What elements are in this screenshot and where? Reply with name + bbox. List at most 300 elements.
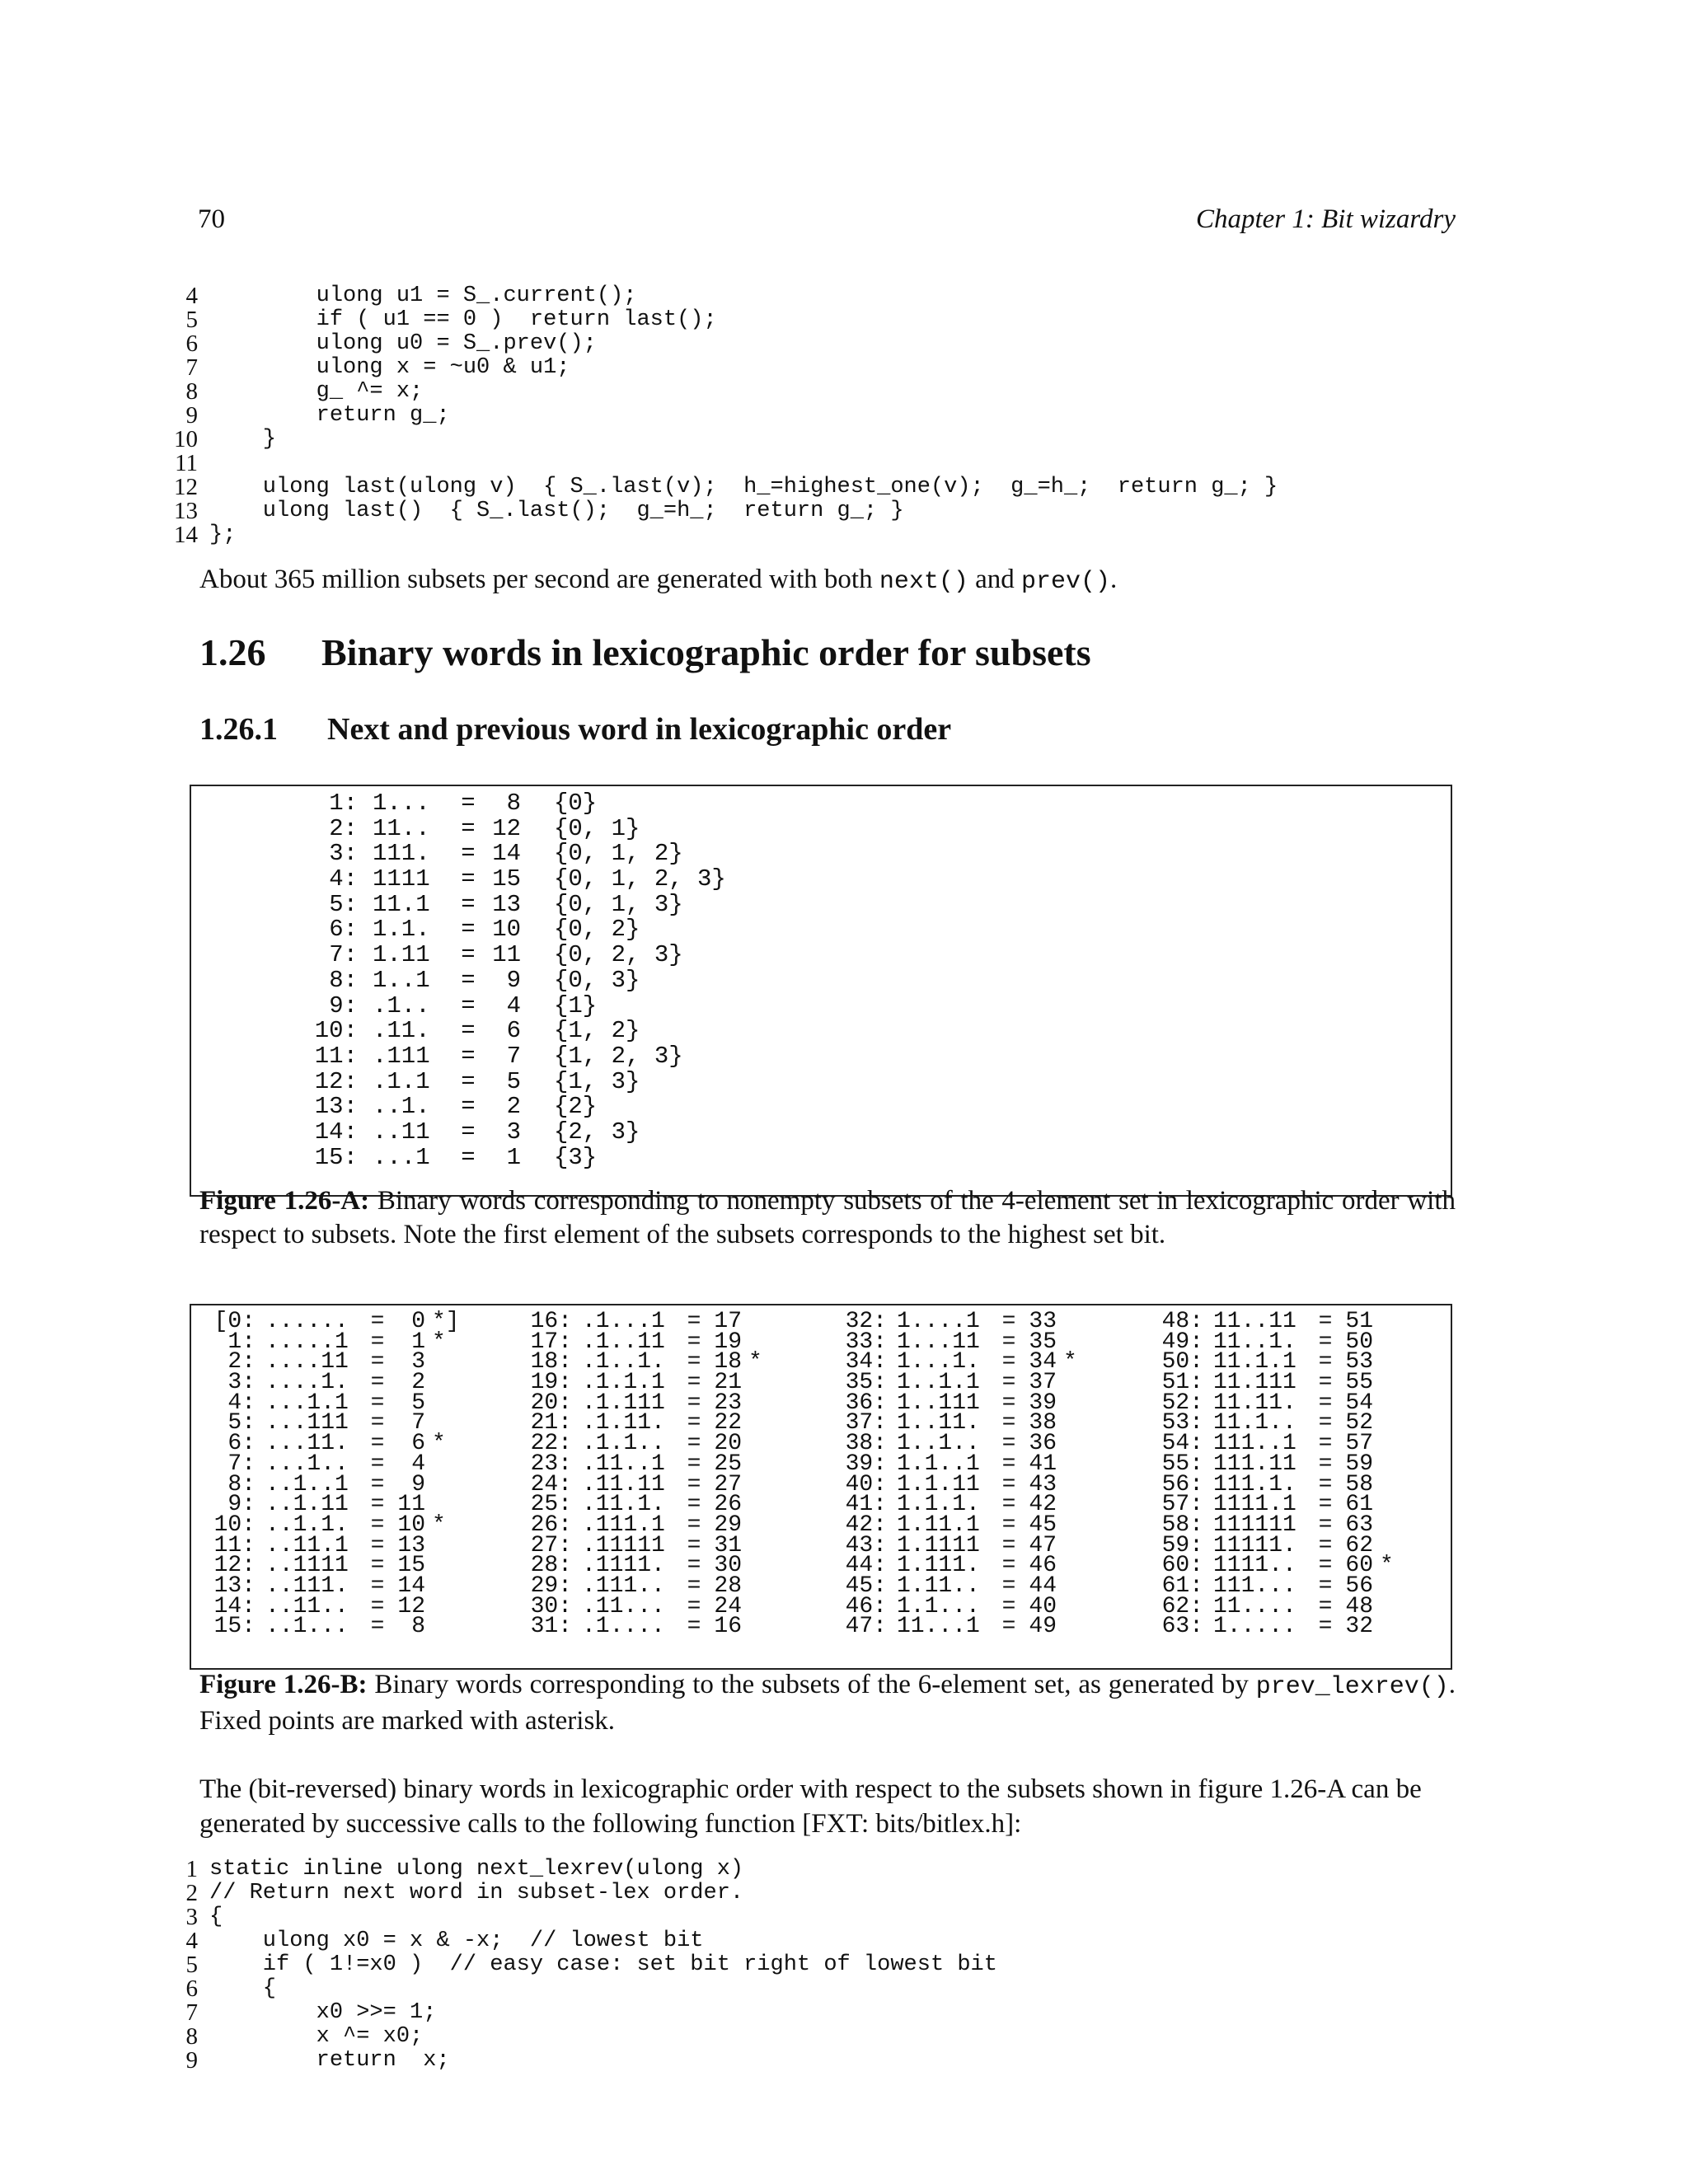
equals-sign: = [461,814,476,842]
binary-word: 1..111 [897,1390,980,1416]
binary-word: .1..11 [582,1329,665,1355]
line-number: 10 [174,426,198,452]
equals-sign: = [687,1329,701,1355]
row-index: 2: [329,814,358,842]
decimal-value: 4 [411,1451,425,1477]
decimal-value: 28 [714,1572,742,1599]
decimal-value: 63 [1345,1511,1373,1538]
row-index: 7: [329,941,358,969]
section-heading [199,630,1091,674]
equals-sign: = [461,966,476,994]
code-text: if ( u1 == 0 ) return last(); [209,307,717,332]
running-head: Chapter 1: Bit wizardry [1195,204,1456,234]
fixed-point-marker [425,1394,457,1414]
equals-sign: = [687,1532,701,1558]
row-index: 19: [530,1370,572,1396]
row-index: 53: [1161,1410,1203,1436]
fixed-point-marker [1373,1597,1404,1618]
line-number: 9 [185,402,198,429]
binary-word: 111... [1213,1572,1296,1599]
binary-word: 11..11 [1213,1309,1296,1334]
binary-word: .1.1 [373,1067,430,1095]
equals-sign: = [1001,1614,1016,1640]
row-index: 58: [1161,1511,1203,1538]
figure-b-label: Figure 1.26-B: [199,1670,368,1699]
row-index: 15: [314,1143,358,1171]
code-text: return g_; [209,403,450,428]
equals-sign: = [687,1471,701,1497]
row-index: 42: [845,1511,887,1538]
fixed-point-marker [742,1394,773,1414]
binary-word: 1.111. [897,1553,980,1579]
equals-sign: = [461,1067,476,1095]
equals-sign: = [1001,1553,1016,1579]
binary-word: 11.111 [1213,1370,1296,1396]
subset: {1, 2, 3} [554,1042,683,1070]
row-index: 15: [213,1614,256,1640]
binary-word: ..111. [265,1572,349,1599]
binary-word: ..1.11 [265,1492,349,1518]
decimal-value: 27 [714,1471,742,1497]
fixed-point-marker [1057,1536,1088,1557]
fixed-point-marker [1373,1312,1404,1333]
binary-word: .11. [373,1017,430,1045]
equals-sign: = [370,1329,385,1355]
row-index: 55: [1161,1451,1203,1477]
row-index: 13: [314,1093,358,1121]
binary-word: 1111 [373,865,430,893]
decimal-value: 17 [714,1309,742,1334]
binary-word: ..11 [373,1118,430,1146]
line-number: 14 [174,522,198,548]
equals-sign: = [687,1572,701,1599]
fixed-point-marker [1373,1352,1404,1373]
row-index: 28: [530,1553,572,1579]
fixed-point-marker [425,1475,457,1496]
equals-sign: = [1001,1390,1016,1416]
binary-word: .11.11 [582,1471,665,1497]
fixed-point-marker: * [1380,1553,1394,1579]
decimal-value: 40 [1029,1593,1057,1619]
figure-b-caption: Figure 1.26-B: Binary words corresponding to the subsets of the 6-element set, as generated by prev_lexrev(). Fixed points are marked with asterisk. [199,1670,1456,1736]
fixed-point-marker [425,1577,457,1597]
decimal-value: 62 [1345,1532,1373,1558]
row-index: 1: [227,1329,256,1355]
row-index: 3: [329,840,358,868]
equals-sign: = [1318,1329,1333,1355]
fixed-point-marker: *] [432,1309,460,1334]
subset: {0, 1, 2} [554,840,683,868]
row-index: 18: [530,1349,572,1376]
subsection-number: 1.26.1 [199,712,278,747]
decimal-value: 39 [1029,1390,1057,1416]
decimal-value: 6 [506,1017,521,1045]
row-index: 31: [530,1614,572,1640]
decimal-value: 8 [411,1614,425,1640]
binary-word: 1..1.1 [897,1370,980,1396]
code-line [165,1953,997,1977]
decimal-value: 14 [397,1572,425,1599]
binary-word: 1.1... [897,1593,980,1619]
row-index: 56: [1161,1471,1203,1497]
subset: {1, 2} [554,1017,640,1045]
table-row [308,814,726,842]
binary-word: .1.11. [582,1410,665,1436]
row-index: 59: [1161,1532,1203,1558]
row-index: 22: [530,1431,572,1457]
fixed-point-marker [425,1455,457,1475]
binary-word: 1..... [1213,1614,1296,1640]
decimal-value: 20 [714,1431,742,1457]
binary-word: 1..11. [897,1410,980,1436]
code-line [165,284,1278,308]
code-text: { [209,1905,223,1929]
equals-sign: = [1318,1593,1333,1619]
row-index: 35: [845,1370,887,1396]
subset: {2, 3} [554,1118,640,1146]
fixed-point-marker [1057,1617,1088,1638]
fixed-point-marker [742,1413,773,1434]
line-number: 13 [174,498,198,524]
decimal-value: 23 [714,1390,742,1416]
binary-word: 11..1. [1213,1329,1296,1355]
fixed-point-marker [742,1434,773,1455]
binary-word: ...... [265,1309,349,1334]
row-index: 12: [314,1067,358,1095]
code-line [165,380,1278,404]
equals-sign: = [687,1593,701,1619]
row-index: 12: [213,1553,256,1579]
equals-sign: = [1318,1532,1333,1558]
binary-word: ..11.. [265,1593,349,1619]
equals-sign: = [461,865,476,893]
fixed-point-marker [1057,1495,1088,1516]
line-number: 7 [185,354,198,381]
equals-sign: = [687,1553,701,1579]
row-index: 5: [227,1410,256,1436]
decimal-value: 12 [492,814,521,842]
equals-sign: = [1318,1309,1333,1334]
row-index: 14: [314,1118,358,1146]
binary-word: .11..1 [582,1451,665,1477]
section-number: 1.26 [199,631,266,673]
code-line [165,499,1278,523]
equals-sign: = [1001,1451,1016,1477]
figure-b-col-4 [1159,1309,1404,1640]
fixed-point-marker [1373,1475,1404,1496]
binary-word: .1...1 [582,1309,665,1334]
row-index: 57: [1161,1492,1203,1518]
row-index: 63: [1161,1614,1203,1640]
code-line [165,308,1278,332]
decimal-value: 36 [1029,1431,1057,1457]
row-index: 14: [213,1593,256,1619]
equals-sign: = [461,1143,476,1171]
decimal-value: 1 [506,1143,521,1171]
row-index: 36: [845,1390,887,1416]
decimal-value: 15 [397,1553,425,1579]
equals-sign: = [370,1614,385,1640]
decimal-value: 5 [411,1390,425,1416]
row-index: 60: [1161,1553,1203,1579]
row-index: 5: [329,890,358,918]
binary-word: 11.... [1213,1593,1296,1619]
equals-sign: = [370,1532,385,1558]
row-index: 49: [1161,1329,1203,1355]
fixed-point-marker [742,1597,773,1618]
decimal-value: 43 [1029,1471,1057,1497]
decimal-value: 48 [1345,1593,1373,1619]
code-line [165,428,1278,452]
binary-word: .111 [373,1042,430,1070]
decimal-value: 4 [506,991,521,1019]
equals-sign: = [370,1451,385,1477]
binary-word: 1..1 [373,966,430,994]
row-index: 61: [1161,1572,1203,1599]
binary-word: .1.. [373,991,430,1019]
decimal-value: 3 [411,1349,425,1376]
fixed-point-marker: * [1063,1349,1077,1376]
line-number: 4 [185,283,198,309]
decimal-value: 29 [714,1511,742,1538]
decimal-value: 58 [1345,1471,1373,1497]
fixed-point-marker [742,1516,773,1536]
fixed-point-marker [1373,1413,1404,1434]
equals-sign: = [1318,1410,1333,1436]
equals-sign: = [1001,1370,1016,1396]
decimal-value: 14 [492,840,521,868]
code-line [165,332,1278,356]
binary-word: 1...11 [897,1329,980,1355]
binary-word: 111..1 [1213,1431,1296,1457]
fixed-point-marker [742,1536,773,1557]
fixed-point-marker [425,1556,457,1577]
code-line [165,356,1278,380]
code-text: } [209,427,277,452]
table-row [308,943,726,968]
equals-sign: = [461,840,476,868]
decimal-value: 41 [1029,1451,1057,1477]
binary-word: ....11 [265,1349,349,1376]
equals-sign: = [1318,1431,1333,1457]
equals-sign: = [370,1349,385,1376]
equals-sign: = [370,1492,385,1518]
line-number: 6 [185,1975,198,2002]
row-index: 8: [227,1471,256,1497]
binary-word: 11.1 [373,890,430,918]
code-text: return x; [209,2048,450,2073]
fixed-point-marker [1057,1516,1088,1536]
equals-sign: = [1001,1309,1016,1334]
code-text: if ( 1!=x0 ) // easy case: set bit right of lowest bit [209,1952,997,1977]
equals-sign: = [370,1390,385,1416]
code-text: { [209,1976,277,2001]
fixed-point-marker [1057,1394,1088,1414]
binary-word: .1..1. [582,1349,665,1376]
decimal-value: 11 [492,941,521,969]
binary-word: 1....1 [897,1309,980,1334]
equals-sign: = [1001,1532,1016,1558]
row-index: 48: [1161,1309,1203,1334]
code-line [165,2025,997,2049]
decimal-value: 53 [1345,1349,1373,1376]
section-title: Binary words in lexicographic order for subsets [321,631,1091,673]
subset: {2} [554,1093,598,1121]
line-number: 9 [185,2047,198,2074]
code-line [165,1905,997,1929]
fixed-point-marker [742,1617,773,1638]
row-index: 62: [1161,1593,1203,1619]
paragraph-description: The (bit-reversed) binary words in lexicographic order with respect to the subsets shown in figure 1.26-A can be generated by successive calls to the following function [FXT: bits/bitlex.h]: [199,1774,1422,1839]
subset: {0} [554,790,598,817]
decimal-value: 8 [506,790,521,817]
subset: {1} [554,991,598,1019]
fixed-point-marker [742,1475,773,1496]
inline-code-prev-lexrev: prev_lexrev() [1255,1673,1449,1701]
binary-word: 111.1. [1213,1471,1296,1497]
binary-word: 1.11.. [897,1572,980,1599]
row-index: 7: [227,1451,256,1477]
fixed-point-marker [1057,1434,1088,1455]
equals-sign: = [370,1572,385,1599]
equals-sign: = [687,1431,701,1457]
code-text: ulong u0 = S_.prev(); [209,331,597,356]
decimal-value: 25 [714,1451,742,1477]
code-text: static inline ulong next_lexrev(ulong x) [209,1857,744,1882]
equals-sign: = [461,916,476,944]
binary-word: .1.1.1 [582,1370,665,1396]
binary-word: 1..1.. [897,1431,980,1457]
line-number: 7 [185,1999,198,2026]
equals-sign: = [1001,1349,1016,1376]
binary-word: 1.11.1 [897,1511,980,1538]
equals-sign: = [461,890,476,918]
decimal-value: 1 [411,1329,425,1355]
binary-word: ..11.1 [265,1532,349,1558]
line-number: 4 [185,1928,198,1954]
decimal-value: 26 [714,1492,742,1518]
decimal-value: 59 [1345,1451,1373,1477]
binary-word: ...1.. [265,1451,349,1477]
fixed-point-marker [742,1495,773,1516]
binary-word: 11.1.. [1213,1410,1296,1436]
code-text: ulong last() { S_.last(); g_=h_; return g_; } [209,499,904,523]
binary-word: 1... [373,790,430,817]
fixed-point-marker [742,1455,773,1475]
code-text: ulong u1 = S_.current(); [209,284,637,308]
row-index: 24: [530,1471,572,1497]
row-index: 45: [845,1572,887,1599]
row-index: 50: [1161,1349,1203,1376]
line-number: 12 [174,474,198,500]
subset: {0, 1} [554,814,640,842]
row-index: 11: [314,1042,358,1070]
decimal-value: 37 [1029,1370,1057,1396]
decimal-value: 35 [1029,1329,1057,1355]
row-index: 27: [530,1532,572,1558]
binary-word: 1...1. [897,1349,980,1376]
code-text: g_ ^= x; [209,379,424,404]
row-index: 4: [329,865,358,893]
equals-sign: = [1001,1492,1016,1518]
fixed-point-marker [1373,1373,1404,1394]
binary-word: 1.1..1 [897,1451,980,1477]
decimal-value: 16 [714,1614,742,1640]
decimal-value: 9 [411,1471,425,1497]
row-index: 20: [530,1390,572,1416]
line-number: 11 [175,450,198,476]
binary-word: 111. [373,840,430,868]
decimal-value: 18 [714,1349,742,1376]
line-number: 5 [185,307,198,333]
code-line [165,476,1278,499]
decimal-value: 24 [714,1593,742,1619]
code-line [165,452,1278,476]
subsection-heading [199,711,951,748]
equals-sign: = [1318,1451,1333,1477]
code-text: ulong last(ulong v) { S_.last(v); h_=highest_one(v); g_=h_; return g_; } [209,475,1278,499]
subsection-title: Next and previous word in lexicographic order [327,712,952,747]
row-index: 8: [329,966,358,994]
equals-sign: = [687,1309,701,1334]
equals-sign: = [687,1370,701,1396]
table-row [528,1614,773,1640]
equals-sign: = [1318,1471,1333,1497]
binary-word: 11...1 [897,1614,980,1640]
equals-sign: = [1001,1329,1016,1355]
line-number: 1 [185,1856,198,1882]
row-index: 34: [845,1349,887,1376]
row-index: 23: [530,1451,572,1477]
fixed-point-marker [1057,1597,1088,1618]
fixed-point-marker [1373,1617,1404,1638]
binary-word: 1.11 [373,941,430,969]
table-row [308,991,726,1019]
equals-sign: = [461,1042,476,1070]
binary-word: 1.1111 [897,1532,980,1558]
code-line [165,2049,997,2073]
fixed-point-marker [1057,1475,1088,1496]
row-index: 26: [530,1511,572,1538]
decimal-value: 13 [397,1532,425,1558]
equals-sign: = [461,941,476,969]
line-number: 6 [185,330,198,357]
equals-sign: = [461,1093,476,1121]
row-index: 6: [329,916,358,944]
table-row [1159,1614,1404,1640]
decimal-value: 32 [1345,1614,1373,1640]
binary-word: 11.. [373,814,430,842]
row-index: 38: [845,1431,887,1457]
binary-word: 1111.. [1213,1553,1296,1579]
binary-word: 111.11 [1213,1451,1296,1477]
row-index: 6: [227,1431,256,1457]
row-index: 13: [213,1572,256,1599]
table-row [308,867,726,893]
equals-sign: = [687,1451,701,1477]
fixed-point-marker [1373,1577,1404,1597]
fixed-point-marker [1373,1495,1404,1516]
code-text: x0 >>= 1; [209,2000,437,2025]
binary-word: 111111 [1213,1511,1296,1538]
row-index: 43: [845,1532,887,1558]
decimal-value: 60 [1345,1553,1373,1579]
fixed-point-marker [742,1312,773,1333]
subset: {3} [554,1143,598,1171]
row-index: 51: [1161,1370,1203,1396]
fixed-point-marker [1057,1455,1088,1475]
equals-sign: = [1001,1593,1016,1619]
